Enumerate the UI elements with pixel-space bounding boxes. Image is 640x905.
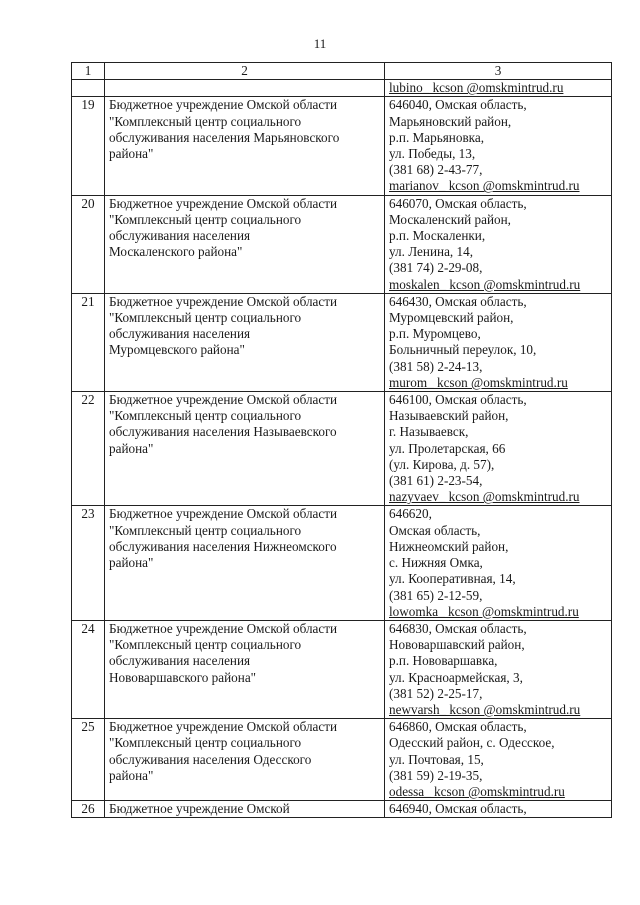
institutions-table [71,62,612,818]
institution-name-line: района" [109,440,154,456]
table-row [72,801,612,818]
institution-name-line: "Комплексный центр социального [109,408,302,424]
address-line: (381 58) 2-24-13, [389,358,483,374]
institution-name-line: обслуживания населения Одесского [109,751,312,767]
address-line: р.п. Москаленки, [389,228,486,244]
address-line: р.п. Нововаршавка, [389,653,498,669]
address-cell [385,719,612,801]
institution-name-line: Муромцевского района" [109,342,245,358]
table-row [72,620,612,718]
address-cell [385,506,612,620]
address-line: 646940, Омская область, [389,801,527,817]
institution-name-line: Бюджетное учреждение Омской области [109,392,338,408]
institution-name-line: "Комплексный центр социального [109,310,302,326]
row-number: 25 [72,719,105,801]
institution-name-cell [105,801,385,818]
table-row [72,392,612,506]
header-col-3: 3 [385,63,612,80]
institution-name-line: обслуживания населения Марьяновского [109,129,340,145]
address-line: р.п. Марьяновка, [389,129,485,145]
email-link[interactable]: odessa_ kcson @omskmintrud.ru [389,783,565,799]
institution-name-line: Бюджетное учреждение Омской [109,801,290,817]
institution-name-line: Бюджетное учреждение Омской области [109,506,338,522]
address-cell [385,293,612,391]
email-link[interactable]: lowomka_ kcson @omskmintrud.ru [389,603,579,619]
address-line: (381 68) 2-43-77, [389,162,483,178]
address-line: г. Называевск, [389,424,469,440]
address-line: Больничный переулок, 10, [389,342,537,358]
header-row [72,63,612,80]
institution-name-line: обслуживания населения Нижнеомского [109,538,337,554]
address-cell [385,97,612,195]
table-row [72,506,612,620]
institution-name-cell [105,506,385,620]
email-link[interactable]: murom_ kcson @omskmintrud.ru [389,374,568,390]
continuation-email-cell [385,80,612,97]
institution-name-line: обслуживания населения [109,653,251,669]
address-line: 646620, [389,506,432,522]
address-line: ул. Победы, 13, [389,146,476,162]
institution-name-cell [105,392,385,506]
address-line: Омская область, [389,522,481,538]
continuation-name-cell [105,80,385,97]
row-number: 20 [72,195,105,293]
institution-name-line: Москаленского района" [109,244,243,260]
institution-name-cell [105,293,385,391]
address-cell [385,620,612,718]
address-line: р.п. Муромцево, [389,326,481,342]
address-line: Муромцевский район, [389,310,514,326]
institution-name-line: Бюджетное учреждение Омской области [109,620,338,636]
continuation-num-cell [72,80,105,97]
header-col-1: 1 [72,63,105,80]
email-link[interactable]: moskalen_ kcson @omskmintrud.ru [389,276,581,292]
institution-name-line: Бюджетное учреждение Омской области [109,719,338,735]
institution-name-cell [105,620,385,718]
institution-name-line: "Комплексный центр социального [109,211,302,227]
email-link[interactable]: nazyvaev_ kcson @omskmintrud.ru [389,489,580,505]
institution-name-line: Бюджетное учреждение Омской области [109,97,338,113]
address-line: Москаленский район, [389,211,511,227]
continuation-row [72,80,612,97]
table-row [72,195,612,293]
address-line: (381 74) 2-29-08, [389,260,483,276]
page-number: 11 [313,36,327,51]
institution-name-line: района" [109,555,154,571]
address-line: Марьяновский район, [389,113,512,129]
institution-name-line: района" [109,767,154,783]
institution-name-line: Бюджетное учреждение Омской области [109,195,338,211]
address-line: Называевский район, [389,408,509,424]
row-number: 24 [72,620,105,718]
email-link[interactable]: marianov_ kcson @omskmintrud.ru [389,178,580,194]
row-number: 19 [72,97,105,195]
institution-name-cell [105,97,385,195]
email-link[interactable]: lubino_ kcson @omskmintrud.ru [389,80,564,96]
address-line: 646070, Омская область, [389,195,527,211]
row-number: 21 [72,293,105,391]
address-line: Одесский район, с. Одесское, [389,735,555,751]
institution-name-line: обслуживания населения Называевского [109,424,337,440]
table-row [72,719,612,801]
address-line: (ул. Кирова, д. 57), [389,456,495,472]
table-body [72,63,612,818]
address-line: ул. Пролетарская, 66 [389,440,506,456]
table-row [72,293,612,391]
address-cell [385,801,612,818]
address-line: (381 65) 2-12-59, [389,587,483,603]
address-line: Нововаршавский район, [389,637,525,653]
address-line: 646830, Омская область, [389,620,527,636]
row-number: 26 [72,801,105,818]
institution-name-line: "Комплексный центр социального [109,522,302,538]
email-link[interactable]: newvarsh_ kcson @omskmintrud.ru [389,701,581,717]
institution-name-line: обслуживания населения [109,326,251,342]
institution-name-line: "Комплексный центр социального [109,637,302,653]
institution-name-line: Бюджетное учреждение Омской области [109,293,338,309]
address-cell [385,195,612,293]
address-line: ул. Красноармейская, 3, [389,669,523,685]
header-col-2: 2 [105,63,385,80]
institution-name-line: района" [109,146,154,162]
address-cell [385,392,612,506]
address-line: Нижнеомский район, [389,538,509,554]
address-line: ул. Кооперативная, 14, [389,571,516,587]
institution-name-cell [105,195,385,293]
address-line: 646040, Омская область, [389,97,527,113]
institution-name-cell [105,719,385,801]
institution-name-line: обслуживания населения [109,228,251,244]
institution-name-line: "Комплексный центр социального [109,113,302,129]
row-number: 23 [72,506,105,620]
institution-name-line: "Комплексный центр социального [109,735,302,751]
address-line: 646860, Омская область, [389,719,527,735]
address-line: 646100, Омская область, [389,392,527,408]
address-line: с. Нижняя Омка, [389,555,483,571]
address-line: ул. Ленина, 14, [389,244,473,260]
institution-name-line: Нововаршавского района" [109,669,257,685]
address-line: (381 52) 2-25-17, [389,685,483,701]
row-number: 22 [72,392,105,506]
table-row [72,97,612,195]
address-line: 646430, Омская область, [389,293,527,309]
address-line: (381 59) 2-19-35, [389,767,483,783]
address-line: ул. Почтовая, 15, [389,751,484,767]
address-line: (381 61) 2-23-54, [389,473,483,489]
